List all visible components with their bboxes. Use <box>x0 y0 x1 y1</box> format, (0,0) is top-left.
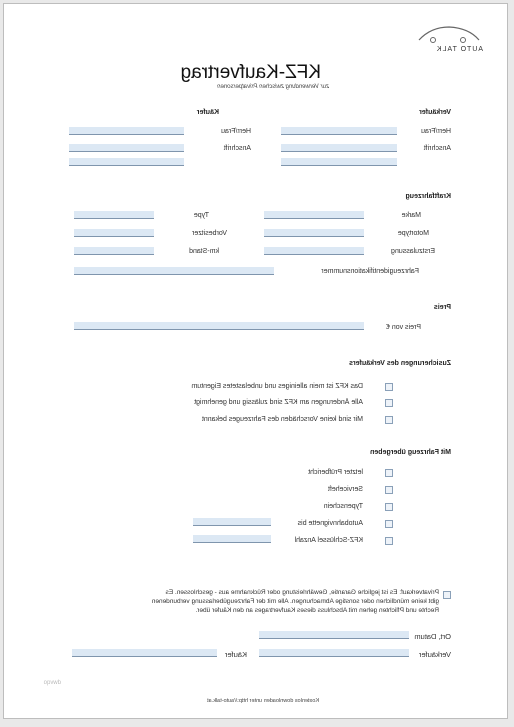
place-date-label: Ort, Datum <box>414 632 451 641</box>
seller-name-label: Herr/Frau <box>421 128 451 135</box>
assurance-checkbox-2[interactable] <box>385 399 393 407</box>
buyer-name-field[interactable] <box>69 127 184 135</box>
seller-signature-label: Verkäufer <box>418 650 451 659</box>
engine-type-field[interactable] <box>264 229 364 237</box>
seller-signature-field[interactable] <box>259 649 409 657</box>
assurance-checkbox-1[interactable] <box>385 383 393 391</box>
buyer-address-field-2[interactable] <box>69 158 184 166</box>
make-field[interactable] <box>264 211 364 219</box>
assurances-heading: Zusicherungen des Verkäufers <box>349 360 451 367</box>
seller-address-field-2[interactable] <box>281 158 397 166</box>
seller-name-field[interactable] <box>281 127 397 135</box>
document-page <box>3 3 508 719</box>
price-heading: Preis <box>433 304 451 311</box>
vin-label: Fahrzeugidentifikationsnummer <box>321 268 419 275</box>
handover-item-2: Serviceheft <box>327 486 363 493</box>
buyer-name-label: Herr/Frau <box>221 128 251 135</box>
mileage-label: km-Stand <box>189 248 219 255</box>
private-sale-line-1: Privatverkauf: Es ist jegliche Garantie, Gewährleistung oder Rücknahme aus - geschlossen. Es <box>165 589 439 596</box>
first-registration-label: Erstzulassung <box>391 248 435 255</box>
vin-field[interactable] <box>74 267 274 275</box>
watermark: dwvqo <box>43 680 61 686</box>
first-registration-field[interactable] <box>264 247 364 255</box>
assurance-item-3: Mir sind keine Vorschäden des Fahrzeuges bekannt <box>201 416 363 423</box>
mileage-field[interactable] <box>74 247 154 255</box>
private-sale-checkbox[interactable] <box>443 591 451 599</box>
seller-address-label: Anschrift <box>423 145 451 152</box>
make-label: Marke <box>401 212 421 219</box>
car-icon <box>409 22 489 44</box>
key-count-field[interactable] <box>193 535 271 543</box>
logo-text: AUTO TALK <box>435 46 483 53</box>
buyer-address-field-1[interactable] <box>69 144 184 152</box>
handover-item-5: KFZ-Schlüssel Anzahl <box>294 537 363 544</box>
private-sale-line-3: Rechte und Pflichten gehen mit Abschluss dieses Kaufvertrages an den Käufer über. <box>195 607 439 614</box>
place-date-field[interactable] <box>259 631 409 639</box>
handover-item-4: Autobahnvignette bis <box>297 520 363 527</box>
handover-checkbox-2[interactable] <box>385 486 393 494</box>
price-label: Preis von € <box>385 324 421 331</box>
previous-owner-label: Vorbesitzer <box>191 230 227 237</box>
vignette-field[interactable] <box>193 518 271 526</box>
seller-heading: Verkäufer <box>419 109 451 116</box>
buyer-heading: Käufer <box>196 109 219 116</box>
vehicle-heading: Kraftfahrzeug <box>405 193 451 200</box>
type-label: Type <box>193 212 209 219</box>
page-subtitle: zur Verwendung zwischen Privatpersonen <box>217 84 329 90</box>
handover-checkbox-1[interactable] <box>385 469 393 477</box>
handover-checkbox-4[interactable] <box>385 520 393 528</box>
private-sale-text <box>59 588 439 615</box>
previous-owner-field[interactable] <box>74 229 154 237</box>
type-field[interactable] <box>74 211 154 219</box>
auto-talk-logo <box>409 22 489 58</box>
handover-checkbox-5[interactable] <box>385 537 393 545</box>
handover-item-3: Typenschein <box>323 503 363 510</box>
page-title: KFZ-Kaufvertrag <box>180 62 321 83</box>
buyer-address-label: Anschrift <box>223 145 251 152</box>
handover-checkbox-3[interactable] <box>385 503 393 511</box>
private-sale-line-2: gibt keine mündlichen oder sonstige Abmachungen. Alle mit der Fahrzeugüberlassung verbundenen <box>151 598 439 605</box>
mirrored-document <box>4 4 508 719</box>
seller-address-field-1[interactable] <box>281 144 397 152</box>
assurance-item-2: Alle Änderungen am KFZ sind zulässig und genehmigt <box>194 399 363 406</box>
buyer-signature-label: Käufer <box>224 650 247 659</box>
engine-type-label: Motortype <box>397 230 429 237</box>
handover-item-1: letzter Prüfbericht <box>308 469 363 476</box>
assurance-item-1: Das KFZ ist mein alleiniges und unbelastetes Eigentum <box>191 383 363 390</box>
price-field[interactable] <box>74 322 364 330</box>
assurance-checkbox-3[interactable] <box>385 416 393 424</box>
buyer-signature-field[interactable] <box>72 649 217 657</box>
handover-heading: Mit Fahrzeug übergeben <box>370 449 451 456</box>
footer-text: Kostenlos downloaden unter http://auto-talk.at <box>207 698 319 704</box>
